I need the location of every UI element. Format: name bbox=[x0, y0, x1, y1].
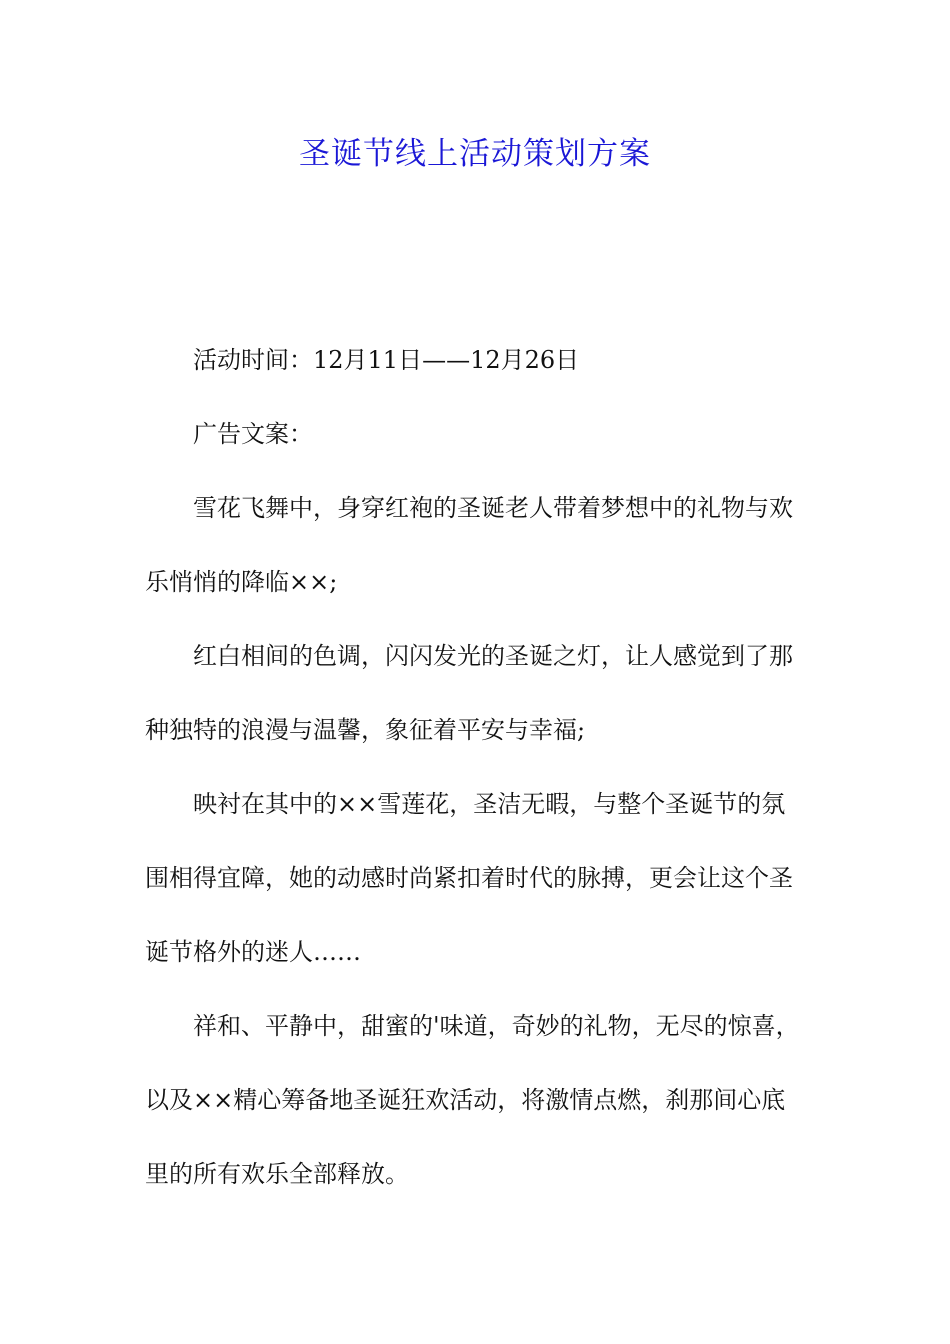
text-line: 映衬在其中的××雪莲花，圣洁无暇，与整个圣诞节的氛 bbox=[193, 790, 786, 818]
text-line: 红白相间的色调，闪闪发光的圣诞之灯，让人感觉到了那 bbox=[193, 642, 793, 670]
text-line: 雪花飞舞中，身穿红袍的圣诞老人带着梦想中的礼物与欢 bbox=[193, 494, 793, 522]
text-line: 以及××精心筹备地圣诞狂欢活动，将激情点燃，刹那间心底 bbox=[145, 1086, 786, 1114]
text-line: 围相得宜障，她的动感时尚紧扣着时代的脉搏，更会让这个圣 bbox=[145, 864, 793, 892]
document-body bbox=[145, 338, 809, 1226]
document-title: 圣诞节线上活动策划方案 bbox=[299, 136, 651, 172]
text-line-ad-copy-heading: 广告文案： bbox=[193, 420, 313, 448]
text-line: 种独特的浪漫与温馨，象征着平安与幸福; bbox=[145, 716, 586, 744]
text-line-activity-time: 活动时间：12月11日——12月26日 bbox=[193, 346, 580, 374]
text-line: 祥和、平静中，甜蜜的'味道，奇妙的礼物，无尽的惊喜， bbox=[193, 1012, 800, 1040]
text-line: 诞节格外的迷人…… bbox=[145, 938, 361, 966]
text-line: 乐悄悄的降临××; bbox=[145, 568, 338, 596]
text-line: 里的所有欢乐全部释放。 bbox=[145, 1160, 409, 1188]
